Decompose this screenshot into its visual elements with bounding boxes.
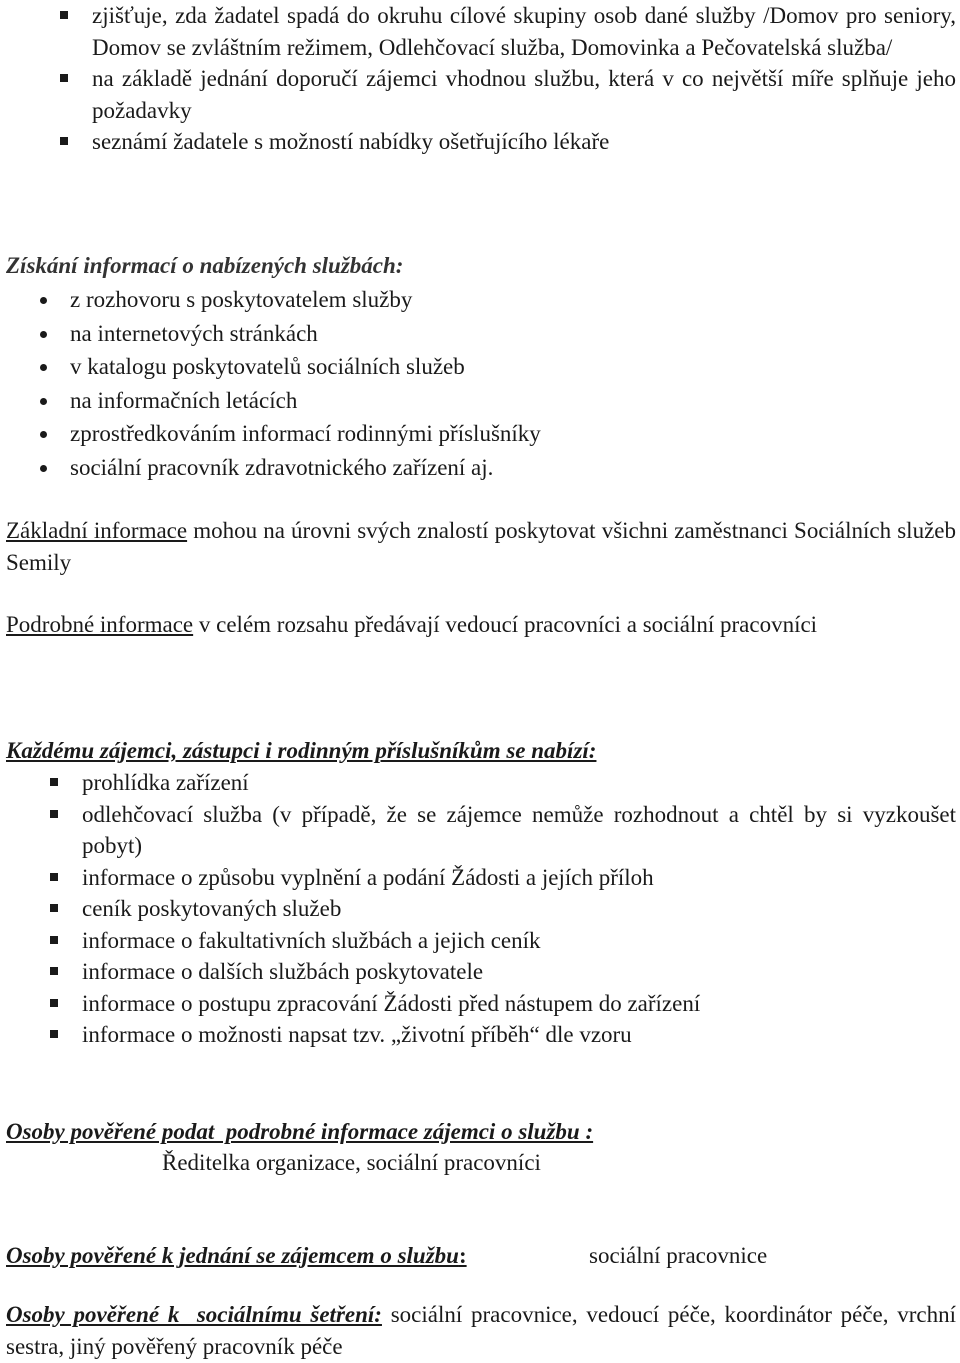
list-item-text: zprostředkováním informací rodinnými příslušníky [70,421,541,446]
basic-info-paragraph [6,515,956,578]
square-bullet-icon [50,936,58,944]
info-list [40,284,956,483]
top-list [60,0,956,158]
list-item [40,385,956,417]
dot-bullet-icon [40,398,47,405]
persons-detail-value: Ředitelka organizace, sociální pracovníci [162,1150,541,1175]
square-bullet-icon [50,778,58,786]
square-bullet-icon [50,999,58,1007]
dot-bullet-icon [40,364,47,371]
list-item [40,351,956,383]
list-item-text: zjišťuje, zda žadatel spadá do okruhu cílové skupiny osob dané služby /Domov pro seniory, Domov se zvláštním režimem, Odlehčovací služba, Domovinka a Pečovatelská služba/ [92,3,956,60]
list-item-text: v katalogu poskytovatelů sociálních služeb [70,354,465,379]
list-item-text: seznámí žadatele s možností nabídky ošetřujícího lékaře [92,129,610,154]
list-item [60,0,956,63]
list-item-text: informace o fakultativních službách a jejich ceník [82,927,541,953]
dot-bullet-icon [40,465,47,472]
list-item [50,893,956,925]
square-bullet-icon [60,11,68,19]
info-section-heading: Získání informací o nabízených službách: [6,253,404,278]
list-item [50,925,956,957]
list-item [50,1019,956,1051]
list-item [60,63,956,126]
persons-social-value: sociální pracovnice, vedoucí péče, koordinátor péče, vrchní sestra, jiný pověřený pracovník péče [6,1302,956,1359]
dot-bullet-icon [40,297,47,304]
list-item-text: z rozhovoru s poskytovatelem služby [70,287,413,312]
list-item-text: sociální pracovník zdravotnického zařízení aj. [70,454,494,480]
square-bullet-icon [50,810,58,818]
dot-bullet-icon [40,331,47,338]
list-item [50,956,956,988]
basic-info-lead: Základní informace [6,518,188,543]
list-item-text: ceník poskytovaných služeb [82,896,342,921]
square-bullet-icon [50,904,58,912]
list-item-text: informace o dalších službách poskytovatele [82,959,484,984]
list-item-text: na základě jednání doporučí zájemci vhodnou službu, která v co největší míře splňuje jeho požadavky [92,66,956,123]
persons-negotiate-line [6,1240,956,1272]
detailed-info-lead: Podrobné informace [6,612,194,637]
detailed-info-paragraph [6,609,956,641]
persons-negotiate-value: sociální pracovnice [589,1243,768,1268]
list-item [60,126,956,158]
list-item-text: odlehčovací služba (v případě, že se zájemce nemůže rozhodnout a chtěl by si vyzkoušet pobyt) [82,801,956,858]
persons-detail-heading: Osoby pověřené podat podrobné informace zájemci o službu : [6,1119,594,1144]
square-bullet-icon [50,1030,58,1038]
offer-list [50,767,956,1051]
list-item [40,318,956,350]
list-item [40,418,956,450]
square-bullet-icon [60,137,68,145]
list-item-text: informace o postupu zpracování Žádosti před nástupem do zařízení [82,990,701,1016]
persons-negotiate-heading: Osoby pověřené k jednání se zájemcem o službu [6,1243,459,1268]
offer-section-heading: Každému zájemci, zástupci i rodinným příslušníkům se nabízí: [6,738,597,763]
persons-social-heading: Osoby pověřené k sociálnímu šetření: [6,1302,382,1327]
basic-info-text: mohou na úrovni svých znalostí poskytovat všichni zaměstnanci Sociálních služeb Semily [6,518,956,575]
list-item [50,799,956,862]
list-item-text: informace o způsobu vyplnění a podání Žádosti a jejích příloh [82,864,654,890]
list-item-text: na internetových stránkách [70,320,318,346]
detailed-info-text: v celém rozsahu předávají vedoucí pracovníci a sociální pracovníci [193,612,818,637]
list-item [50,767,956,799]
list-item-text: prohlídka zařízení [82,770,249,795]
persons-negotiate-colon: : [458,1243,467,1268]
list-item-text: informace o možnosti napsat tzv. „životní příběh“ dle vzoru [82,1022,632,1047]
square-bullet-icon [50,967,58,975]
square-bullet-icon [60,74,68,82]
list-item [50,988,956,1020]
list-item [40,284,956,316]
dot-bullet-icon [40,431,47,438]
persons-social-paragraph [6,1299,956,1362]
list-item [50,862,956,894]
square-bullet-icon [50,873,58,881]
list-item-text: na informačních letácích [70,387,298,413]
list-item [40,452,956,484]
